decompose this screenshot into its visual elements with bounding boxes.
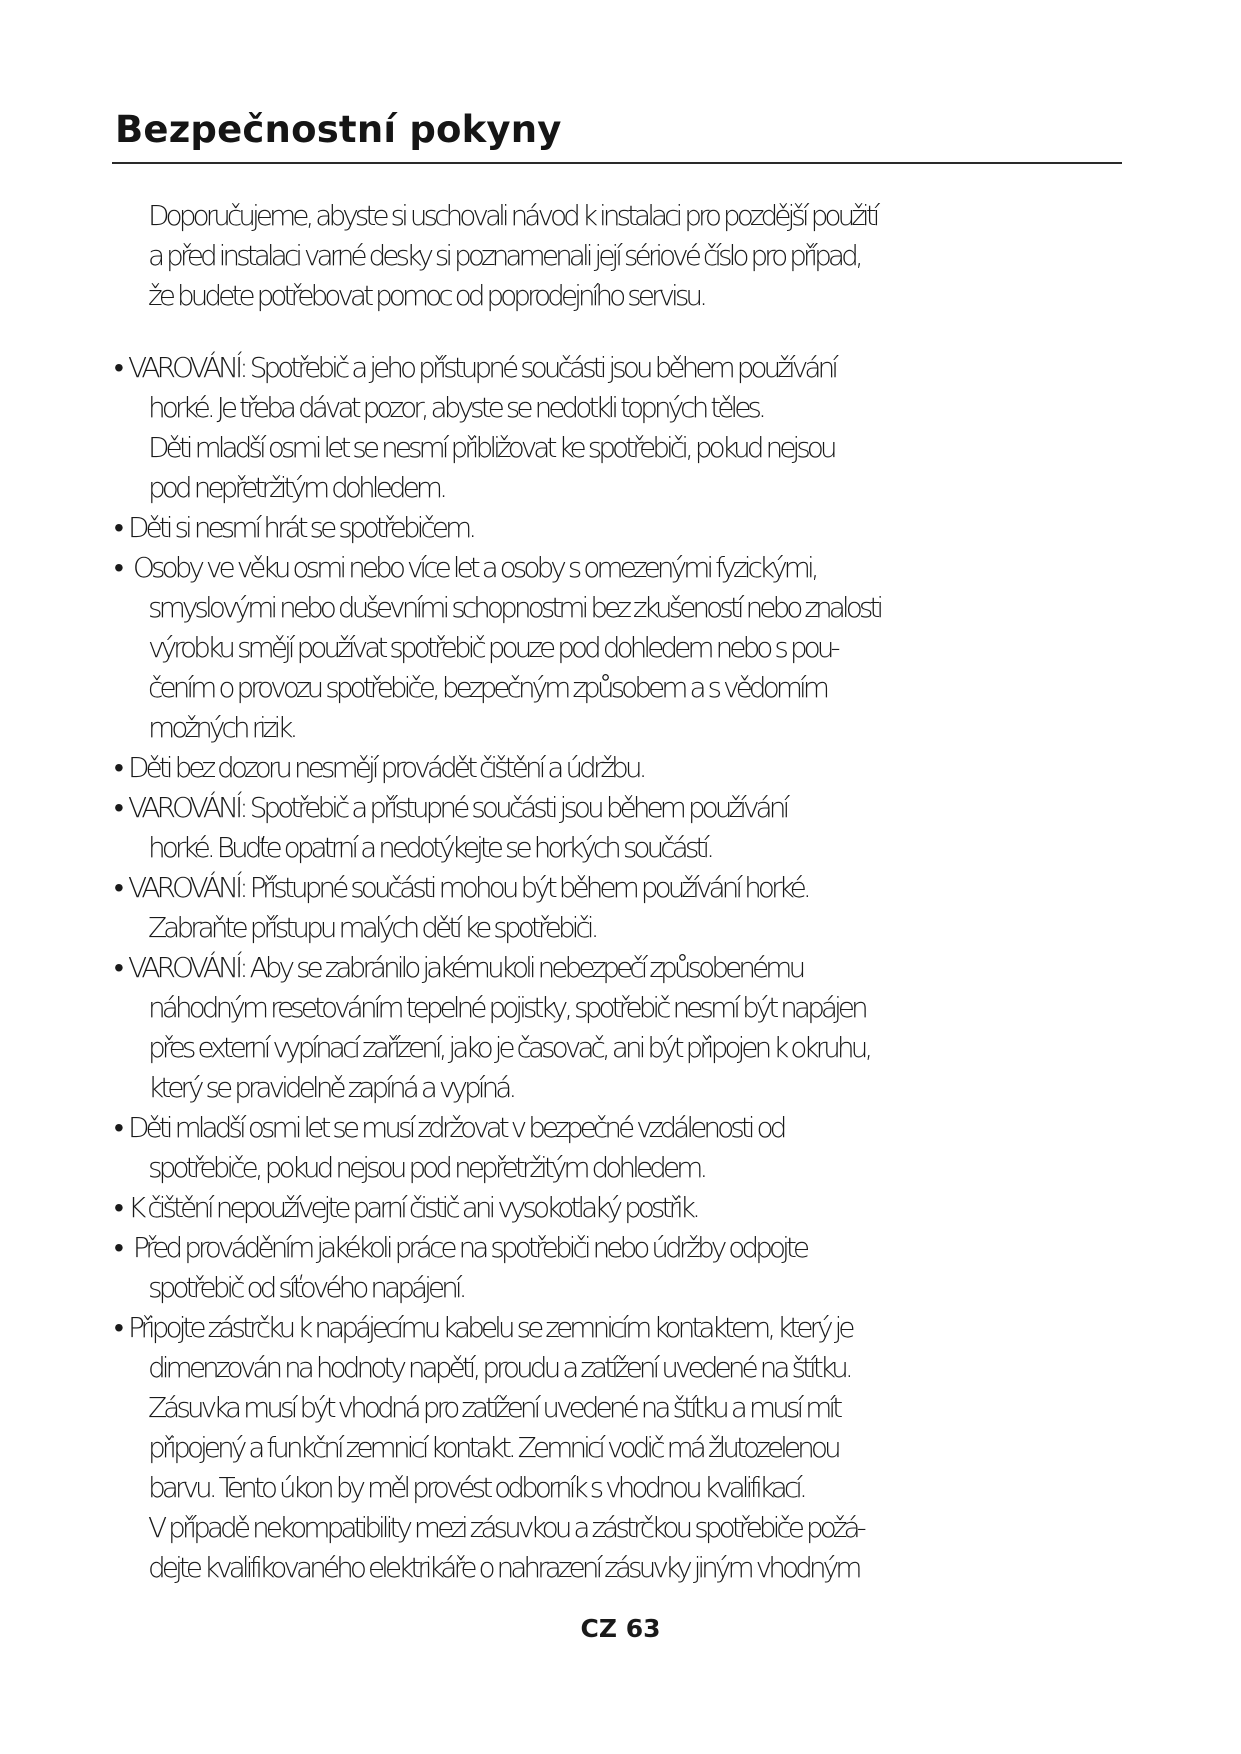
bullet-marker: • [114,511,124,544]
list-item-line: Děti si nesmí hrát se spotřebičem. [128,511,474,544]
bullet-marker: • [114,1311,124,1344]
list-item-line: pod nepřetržitým dohledem. [148,471,444,504]
safety-list [112,348,1132,1588]
list-item-line: možných rizik. [148,711,295,744]
list-item-line: náhodným resetováním tepelné pojistky, spotřebič nesmí být napájen [148,991,865,1024]
list-item-line: Zabraňte přístupu malých dětí ke spotřebiči. [148,911,596,944]
list-item-line: spotřebič od síťového napájení. [148,1271,464,1304]
bullet-marker: • [114,551,124,584]
list-item-line: Připojte zástrčku k napájecímu kabelu se zemnicím kontaktem, který je [128,1311,852,1344]
list-item-line: spotřebiče, pokud nejsou pod nepřetržitým dohledem. [148,1151,705,1184]
bullet-marker: • [114,791,124,824]
bullet-marker: • [114,1231,124,1264]
list-item-line: Osoby ve věku osmi nebo více let a osoby s omezenými fyzickými, [128,551,816,584]
list-item [112,348,1132,508]
list-item [112,1228,1132,1308]
list-item [112,1108,1132,1188]
list-item-line: čením o provozu spotřebiče, bezpečným způsobem a s vědomím [148,671,827,704]
bullet-marker: • [114,751,124,784]
list-item-line: přes externí vypínací zařízení, jako je časovač, ani být připojen k okruhu, [148,1031,870,1064]
list-item-line: Děti mladší osmi let se nesmí přibližovat ke spotřebiči, pokud nejsou [148,431,834,464]
list-item [112,548,1132,748]
list-item-line: barvu. Tento úkon by měl provést odborník s vhodnou kvalifikací. [148,1471,804,1504]
intro-line: Doporučujeme, abyste si uschovali návod k instalaci pro pozdější použití [148,199,877,232]
bullet-marker: • [114,1111,124,1144]
list-item-line: K čištění nepoužívejte parní čistič ani vysokotlaký postřik. [128,1191,697,1224]
list-item-line: VAROVÁNÍ: Aby se zabránilo jakémukoli nebezpečí způsobenému [128,951,803,984]
list-item-line: horké. Je třeba dávat pozor, abyste se nedotkli topných těles. [148,391,763,424]
bullet-marker: • [114,951,124,984]
list-item [112,788,1132,868]
list-item-line: Zásuvka musí být vhodná pro zatížení uvedené na štítku a musí mít [148,1391,840,1424]
list-item-line: VAROVÁNÍ: Spotřebič a přístupné součásti jsou během používání [128,791,787,824]
list-item-line: dimenzován na hodnoty napětí, proudu a zatížení uvedené na štítku. [148,1351,850,1384]
list-item-line: VAROVÁNÍ: Spotřebič a jeho přístupné součásti jsou během používání [128,351,836,384]
list-item-line: V případě nekompatibility mezi zásuvkou a zástrčkou spotřebiče požá- [148,1511,863,1544]
list-item-line: Děti mladší osmi let se musí zdržovat v bezpečné vzdálenosti od [128,1111,784,1144]
list-item-line: dejte kvalifikovaného elektrikáře o nahrazení zásuvky jiným vhodným [148,1551,859,1584]
list-item [112,508,1132,548]
title-divider [112,162,1122,164]
list-item [112,948,1132,1108]
list-item-line: Před prováděním jakékoli práce na spotřebiči nebo údržby odpojte [128,1231,807,1264]
list-item-line: horké. Buďte opatrní a nedotýkejte se horkých součástí. [148,831,712,864]
list-item-line: připojený a funkční zemnicí kontakt. Zemnicí vodič má žlutozelenou [148,1431,838,1464]
list-item-line: Děti bez dozoru nesmějí provádět čištění a údržbu. [128,751,644,784]
intro-paragraph [112,196,1132,316]
list-item-line: výrobku smějí používat spotřebič pouze pod dohledem nebo s pou- [148,631,837,664]
list-item [112,748,1132,788]
intro-line: že budete potřebovat pomoc od poprodejního servisu. [148,279,705,312]
list-item [112,1308,1132,1588]
intro-line: a před instalaci varné desky si poznamenali její sériové číslo pro případ, [148,239,860,272]
page-number: CZ 63 [580,1614,661,1643]
page-title: Bezpečnostní pokyny [115,108,562,151]
list-item [112,1188,1132,1228]
list-item-line: VAROVÁNÍ: Přístupné součásti mohou být během používání horké. [128,871,808,904]
list-item [112,868,1132,948]
bullet-marker: • [114,871,124,904]
list-item-line: který se pravidelně zapíná a vypíná. [148,1071,514,1104]
bullet-marker: • [114,351,124,384]
bullet-marker: • [114,1191,124,1224]
list-item-line: smyslovými nebo duševními schopnostmi bez zkušeností nebo znalosti [148,591,881,624]
safety-instructions [112,196,1132,1588]
